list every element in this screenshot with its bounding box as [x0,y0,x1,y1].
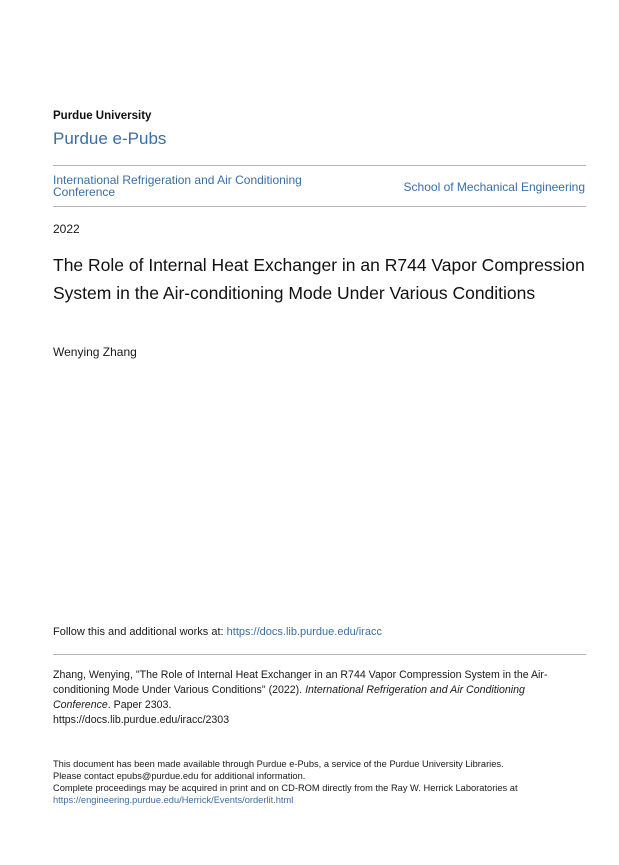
footer-line-2: Please contact epubs@purdue.edu for additional information. [53,771,306,781]
divider-bottom [53,206,586,207]
citation-url[interactable]: https://docs.lib.purdue.edu/iracc/2303 [53,714,230,726]
citation-text: Zhang, Wenying, "The Role of Internal Heat Exchanger in an R744 Vapor Compression System in the Air-conditioning Mode Under Various Conditions" (2022). [53,669,548,696]
footer-line-3: Complete proceedings may be acquired in print and on CD-ROM directly from the Ray W. Herrick Laboratories at [53,783,518,793]
author-name: Wenying Zhang [53,345,137,359]
divider-top [53,165,586,166]
citation-paper: . Paper 2303. [107,699,172,711]
follow-line [53,626,382,638]
divider-citation [53,654,586,655]
institution-name: Purdue University [53,110,152,122]
paper-title: The Role of Internal Heat Exchanger in an R744 Vapor Compression System in the Air-conditioning Mode Under Various Conditions [53,255,585,303]
follow-link[interactable]: https://docs.lib.purdue.edu/iracc [226,626,382,638]
follow-label: Follow this and additional works at: [53,626,227,638]
repository-link[interactable]: Purdue e-Pubs [53,129,167,148]
footer-line-1: This document has been made available through Purdue e-Pubs, a service of the Purdue University Libraries. [53,759,504,769]
publication-year: 2022 [53,222,80,236]
citation-journal: International Refrigeration and Air Conditioning Conference [53,684,525,711]
conference-collection-link[interactable]: International Refrigeration and Air Conditioning Conference [53,173,302,199]
footer-order-link[interactable]: https://engineering.purdue.edu/Herrick/Events/orderlit.html [53,795,294,805]
footer-notice [53,758,593,806]
citation-block [53,668,583,728]
school-collection-link[interactable]: School of Mechanical Engineering [403,180,585,194]
